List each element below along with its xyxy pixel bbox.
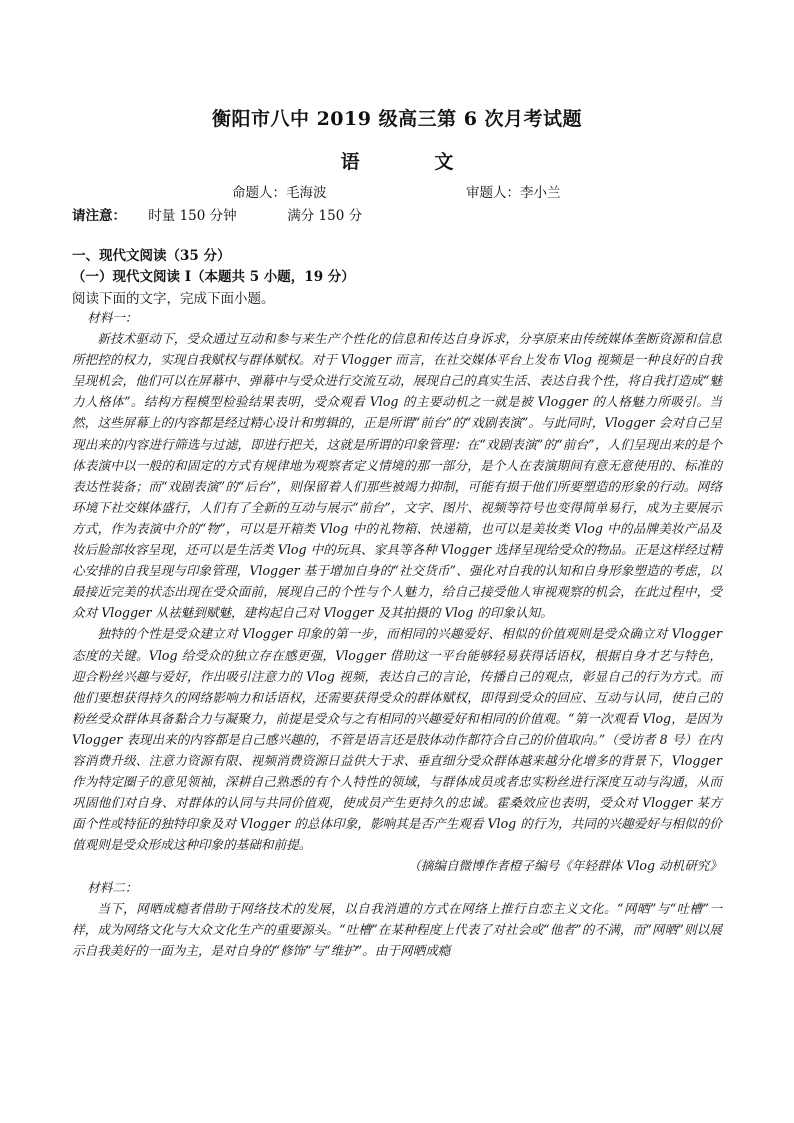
notice-line bbox=[72, 204, 362, 224]
notice-label: 请注意： bbox=[72, 208, 126, 224]
subsection-heading: （一）现代文阅读 I（本题共 5 小题，19 分） bbox=[72, 269, 355, 285]
subject-char-1: 语 bbox=[340, 151, 360, 173]
instruction-text: 阅读下面的文字，完成下面小题。 bbox=[72, 291, 275, 307]
subject-heading bbox=[0, 147, 794, 174]
section-heading: 一、现代文阅读（35 分） bbox=[72, 248, 231, 264]
material-1-label: 材料一： bbox=[87, 310, 138, 325]
material-1-source: （摘编自微博作者橙子编号《年轻群体 Vlog 动机研究》 bbox=[408, 858, 722, 874]
material-2-paragraph-1: 当下，网晒成瘾者借助于网络技术的发展，以自我消遣的方式在网络上推行自恋主义文化。“网晒”与“吐槽”一样，成为网络文化与大众文化生产的重要源头。“吐槽”在某种程度上代表了对社会或“他者”的不满，而“网晒”则以展示自我美好的一面为主，是对自身的“修饰”与“维护”。由于网晒成瘾 bbox=[72, 900, 722, 958]
material-1-paragraph-2: 独特的个性是受众建立对 Vlogger 印象的第一步，而相同的兴趣爱好、相似的价值观则是受众确立对 Vlogger 态度的关键。Vlog 给受众的独立存在感更强，Vlogger 借助这一平台能够轻易获得话语权，根据自身才艺与特色，迎合粉丝兴趣与爱好，作出吸引注意力的 Vlog 视频，表达自己的言论，传播自己的观点，彰显自己的行为方式。而他们要想获得持久的网络影响力和话语权，还需要获得受众的群体赋权，即得到受众的回应、互动与认同，使自己的粉丝受众群体具备黏合力与凝聚力，前提是受众与之有相同的兴趣爱好和相同的价值观。“第一次观看 Vlog，是因为 Vlogger 表现出来的内容都是自己感兴趣的，不管是语言还是肢体动作都符合自己的价值取向。”（受访者 8 号）在内容消费升级、注意力资源有限、视频消费资源日益供大于求、垂直细分受众群体越来越分化增多的背景下，Vlogger 作为特定圈子的意见领袖，深耕自己熟悉的有个人特性的领域，与群体成员或者忠实粉丝进行深度互动与沟通，从而巩固他们对自身、对群体的认同与共同价值观，使成员产生更持久的忠诚。霍桑效应也表明，受众对 Vlogger 某方面个性或特征的独特印象及对 Vlogger 的总体印象，影响其是否产生观看 Vlog 的行为，共同的兴趣爱好与相似的价值观则是受众形成这种印象的基础和前提。 bbox=[72, 626, 722, 853]
exam-title: 衡阳市八中 2019 级高三第 6 次月考试题 bbox=[211, 108, 583, 130]
exam-score: 满分 150 分 bbox=[287, 208, 363, 224]
material-2-label: 材料二： bbox=[87, 879, 138, 895]
material-1-paragraph-1: 新技术驱动下，受众通过互动和参与来生产个性化的信息和传达自身诉求，分享原来由传统媒体垄断资源和信息所把控的权力，实现自我赋权与群体赋权。对于 Vlogger 而言，在社交媒体平台上发布 Vlog 视频是一种良好的自我呈现机会，他们可以在屏幕中、弹幕中与受众进行交流互动，展现自己的真实生活、表达自我个性，将自我打造成“魅力人格体”。结构方程模型检验结果表明，受众观看 Vlog 的主要动机之一就是被 Vlogger 的人格魅力所吸引。当然，这些屏幕上的内容都是经过精心设计和剪辑的，正是所谓“前台”的“戏剧表演”。与此同时，Vlogger 会对自己呈现出来的内容进行筛选与过滤，即进行把关，这就是所谓的印象管理：在“戏剧表演”的“前台”，人们呈现出来的是个体表演中以一般的和固定的方式有规律地为观察者定义情境的那一部分，是个人在表演期间有意无意使用的、标准的表达性装备；而“戏剧表演”的“后台”，则保留着人们那些被竭力抑制，可能有损于他们所要塑造的形象的行动。网络环境下社交媒体盛行，人们有了全新的互动与展示“前台”，文字、图片、视频等符号也变得简单易行，成为主要展示方式，作为表演中介的“物”，可以是开箱类 Vlog 中的礼物箱、快递箱，也可以是美妆类 Vlog 中的品牌美妆产品及妆后脸部妆容呈现，还可以是生活类 Vlog 中的玩具、家具等各种 Vlogger 选择呈现给受众的物品。正是这样经过精心安排的自我呈现与印象管理，Vlogger 基于增加自身的“社交货币”、强化对自我的认知和自身形象塑造的考虑，以最接近完美的状态出现在受众面前，展现自己的个性与个人魅力，给自己接受他人审视观察的机会，在此过程中，受众对 Vlogger 从祛魅到赋魅，建构起自己对 Vlogger 及其拍摄的 Vlog 的印象认知。 bbox=[72, 331, 722, 621]
subject-char-2: 文 bbox=[434, 151, 454, 173]
reading-passage bbox=[72, 307, 722, 961]
author-line: 命题人：毛海波 bbox=[232, 185, 327, 201]
exam-time: 时量 150 分钟 bbox=[148, 208, 237, 224]
reviewer-line: 审题人：李小兰 bbox=[466, 185, 561, 201]
